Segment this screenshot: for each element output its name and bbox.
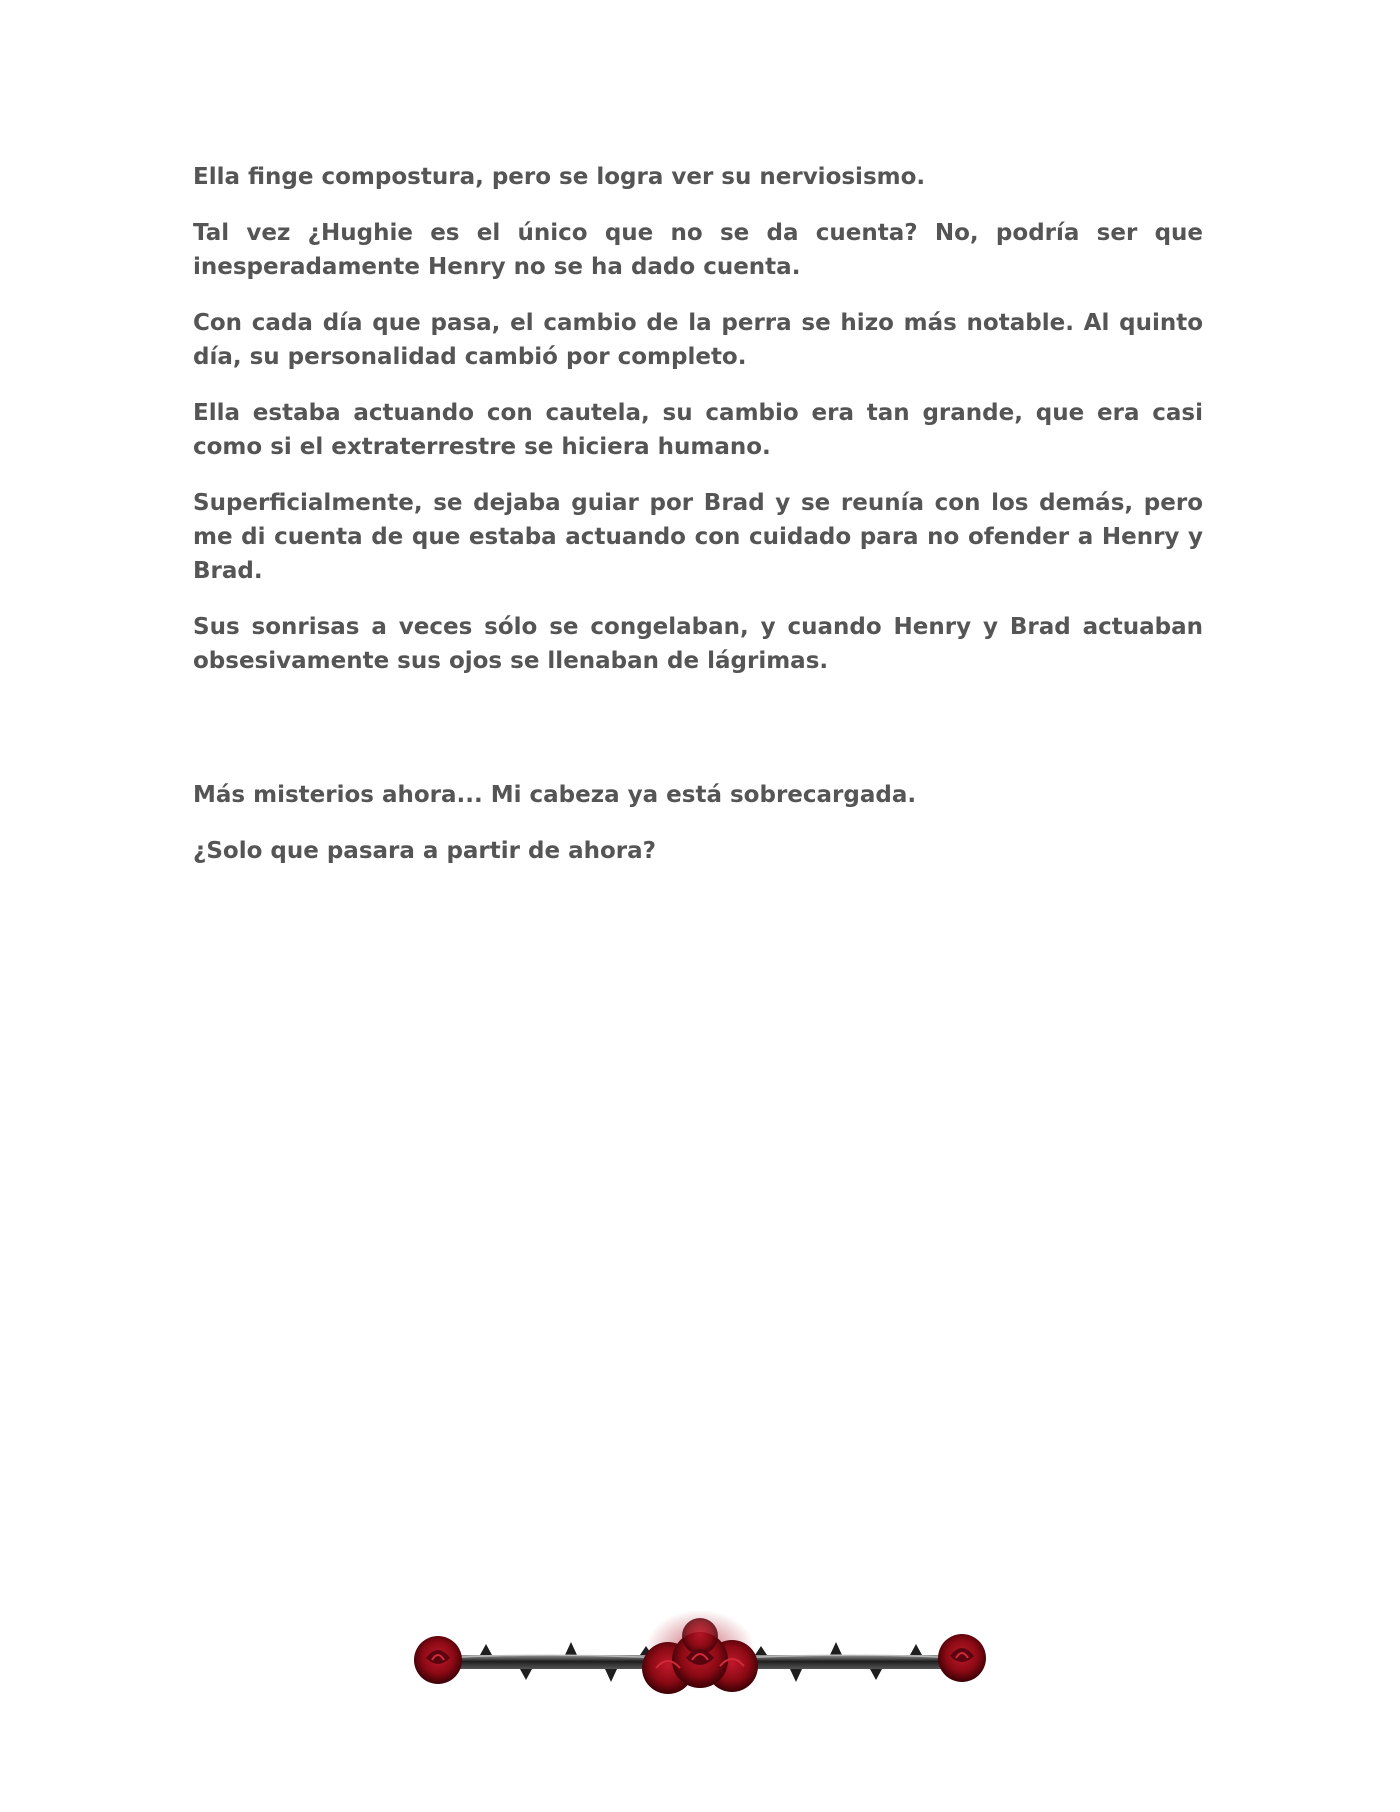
author-notes xyxy=(193,778,1203,890)
paragraph-6: Sus sonrisas a veces sólo se congelaban, y cuando Henry y Brad actuaban obsesivamente sus ojos se llenaban de lágrimas. xyxy=(193,614,1203,674)
paragraph-2: Tal vez ¿Hughie es el único que no se da cuenta? No, podría ser que inesperadamente Henry no se ha dado cuenta. xyxy=(193,220,1203,280)
paragraph-5: Superficialmente, se dejaba guiar por Brad y se reunía con los demás, pero me di cuenta de que estaba actuando con cuidado para no ofender a Henry y Brad. xyxy=(193,490,1203,584)
body-text xyxy=(193,160,1203,700)
note-2: ¿Solo que pasara a partir de ahora? xyxy=(193,838,656,864)
note-1: Más misterios ahora... Mi cabeza ya está sobrecargada. xyxy=(193,782,917,808)
right-rose-icon xyxy=(938,1634,986,1682)
left-rose-icon xyxy=(414,1636,462,1684)
paragraph-4: Ella estaba actuando con cautela, su cambio era tan grande, que era casi como si el extraterrestre se hiciera humano. xyxy=(193,400,1203,460)
rose-vine-divider-icon xyxy=(400,1600,1000,1720)
paragraph-1: Ella finge compostura, pero se logra ver su nerviosismo. xyxy=(193,164,926,190)
paragraph-3: Con cada día que pasa, el cambio de la perra se hizo más notable. Al quinto día, su personalidad cambió por completo. xyxy=(193,310,1203,370)
